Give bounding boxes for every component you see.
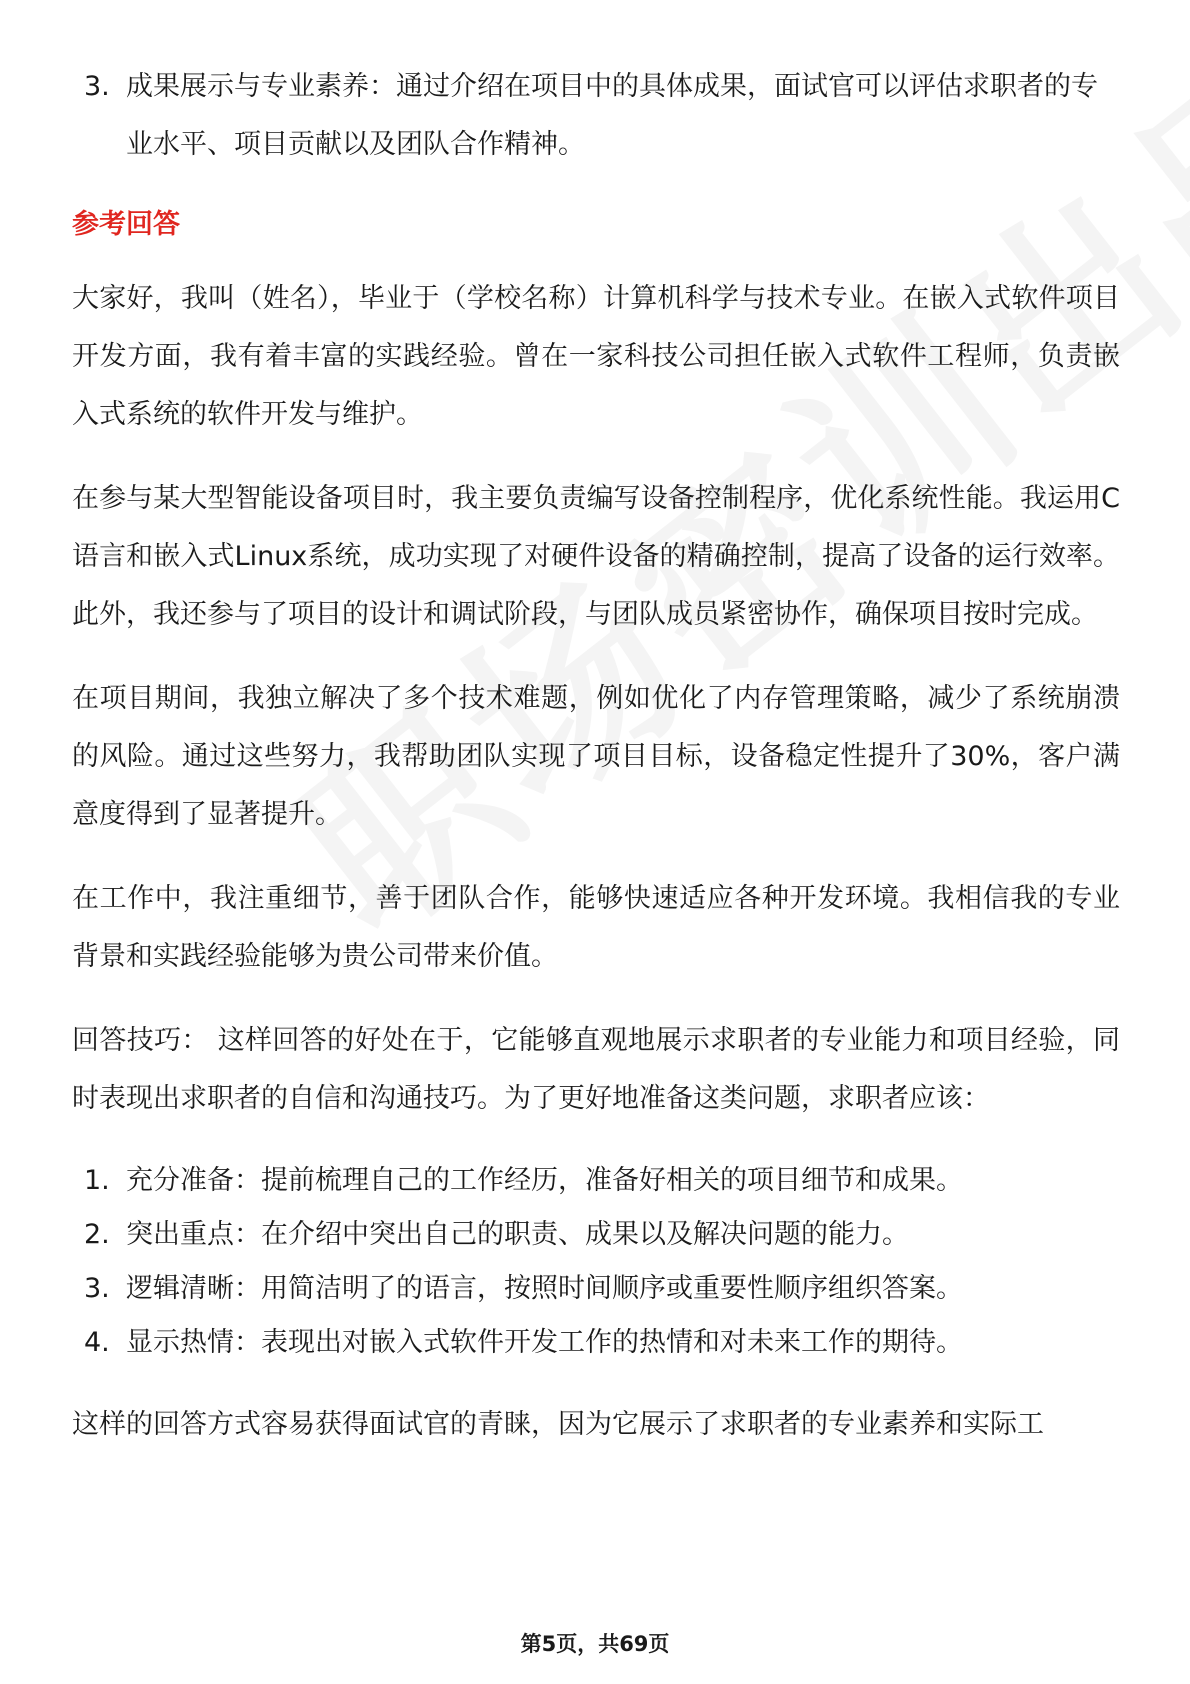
list-number: 3. (84, 1273, 110, 1304)
list-text: 显示热情：表现出对嵌入式软件开发工作的热情和对未来工作的期待。 (126, 1327, 963, 1358)
page-content (72, 58, 1120, 1480)
tips-intro-paragraph: 回答技巧： 这样回答的好处在于，它能够直观地展示求职者的专业能力和项目经验，同时表现出求职者的自信和沟通技巧。为了更好地准备这类问题，求职者应该： (72, 1025, 1120, 1114)
list-item (72, 58, 1120, 174)
list-number: 4. (84, 1327, 110, 1358)
list-item (72, 1262, 1120, 1316)
list-item (72, 1208, 1120, 1262)
list-text: 充分准备：提前梳理自己的工作经历，准备好相关的项目细节和成果。 (126, 1165, 963, 1196)
answer-paragraph: 在项目期间，我独立解决了多个技术难题，例如优化了内存管理策略，减少了系统崩溃的风险。通过这些努力，我帮助团队实现了项目目标，设备稳定性提升了30%，客户满意度得到了显著提升。 (72, 683, 1120, 830)
section-title: 参考回答 (72, 209, 180, 240)
criteria-list (72, 58, 1120, 174)
list-number: 3. (84, 71, 110, 102)
list-text: 突出重点：在介绍中突出自己的职责、成果以及解决问题的能力。 (126, 1219, 909, 1250)
list-text: 成果展示与专业素养：通过介绍在项目中的具体成果，面试官可以评估求职者的专业水平、项目贡献以及团队合作精神。 (126, 71, 1098, 160)
list-number: 1. (84, 1165, 110, 1196)
answer-paragraph: 在参与某大型智能设备项目时，我主要负责编写设备控制程序，优化系统性能。我运用C语言和嵌入式Linux系统，成功实现了对硬件设备的精确控制，提高了设备的运行效率。此外，我还参与了项目的设计和调试阶段，与团队成员紧密协作，确保项目按时完成。 (72, 483, 1120, 630)
list-item (72, 1154, 1120, 1208)
answer-paragraph: 大家好，我叫（姓名），毕业于（学校名称）计算机科学与技术专业。在嵌入式软件项目开发方面，我有着丰富的实践经验。曾在一家科技公司担任嵌入式软件工程师，负责嵌入式系统的软件开发与维护。 (72, 283, 1120, 430)
tips-list (72, 1154, 1120, 1370)
list-item (72, 1316, 1120, 1370)
page-number: 第5页，共69页 (520, 1632, 670, 1656)
closing-paragraph: 这样的回答方式容易获得面试官的青睐，因为它展示了求职者的专业素养和实际工 (72, 1409, 1044, 1440)
answer-paragraph: 在工作中，我注重细节，善于团队合作，能够快速适应各种开发环境。我相信我的专业背景和实践经验能够为贵公司带来价值。 (72, 883, 1120, 972)
list-text: 逻辑清晰：用简洁明了的语言，按照时间顺序或重要性顺序组织答案。 (126, 1273, 963, 1304)
list-number: 2. (84, 1219, 110, 1250)
